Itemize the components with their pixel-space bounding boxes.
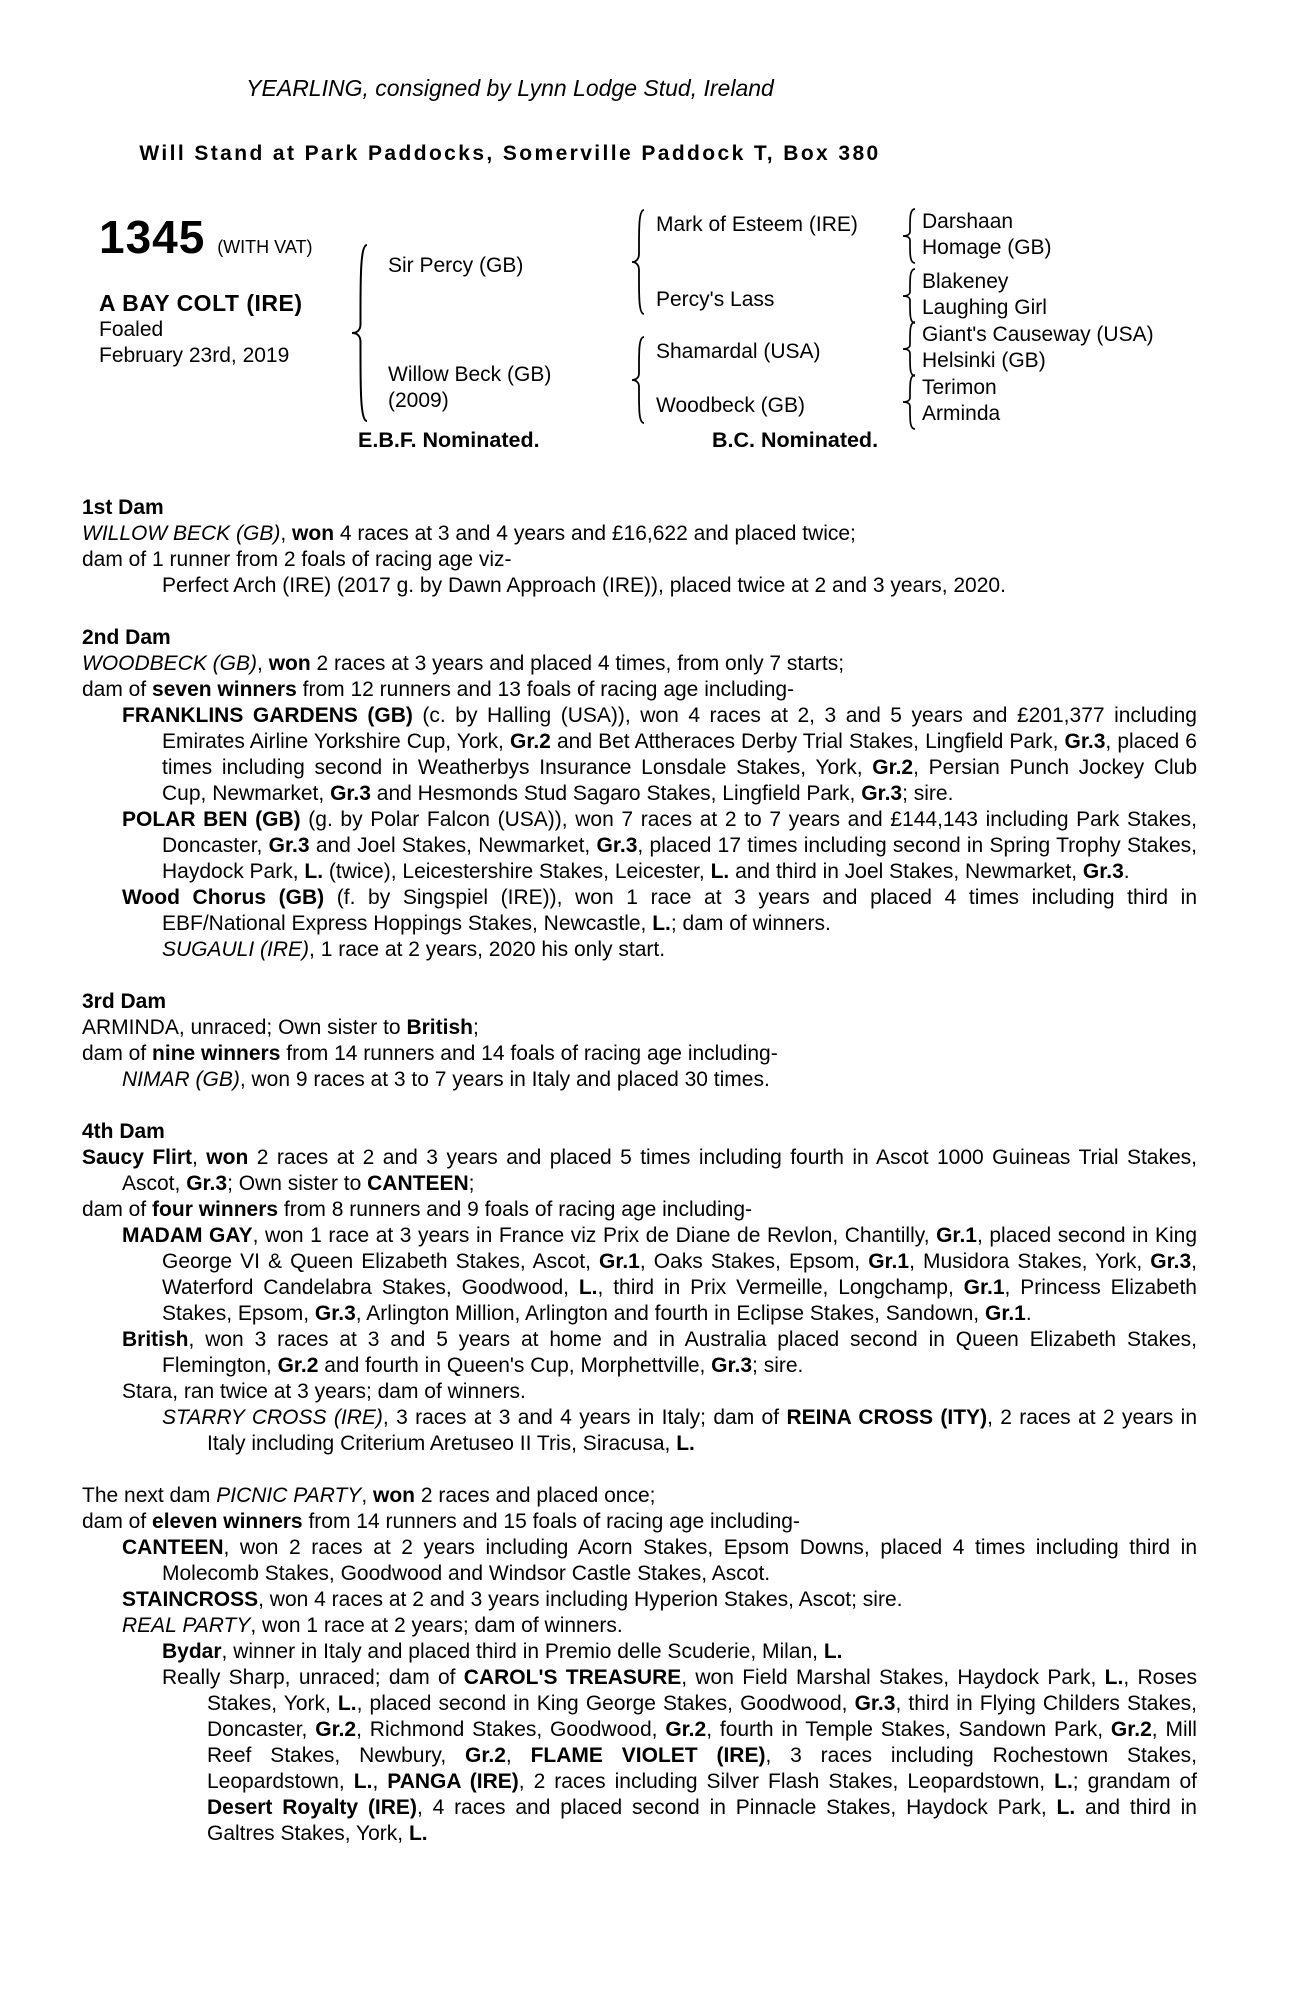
dam-section [82,495,1197,599]
text-segment: Gr.3 [861,782,903,805]
text-segment: , [192,1146,207,1169]
text-segment: (twice), Leicestershire Stakes, Leicester, [323,860,711,883]
pedigree-table [0,204,1314,462]
foaled-date: February 23rd, 2019 [99,344,290,367]
text-segment: Really Sharp, unraced; dam of [162,1666,464,1689]
text-segment: CANTEEN [367,1172,469,1195]
text-segment: Gr.2 [1110,1718,1152,1741]
sire-sire-sire: Darshaan [922,210,1014,233]
text-segment: L. [676,1432,695,1455]
text-segment: Gr.3 [1150,1250,1192,1273]
catalog-paragraph [82,1327,1197,1379]
text-segment: dam of [82,1042,153,1065]
text-segment: from 12 runners and 13 foals of racing age including- [296,678,795,701]
dam-sire-sire: Giant's Causeway (USA) [922,323,1154,346]
text-segment: , won 1 race at 3 years in France viz Prix de Diane de Revlon, Chantilly, [252,1224,937,1247]
dam-section [82,625,1197,963]
text-segment: CANTEEN [122,1536,224,1559]
sire-dam-sire: Blakeney [922,270,1009,293]
text-segment: Gr.3 [268,834,310,857]
page-header [80,74,940,167]
text-segment: from 14 runners and 14 foals of racing age including- [280,1042,778,1065]
text-segment: ; sire. [752,1354,804,1377]
catalog-paragraph [82,937,1197,963]
lot-description: A BAY COLT (IRE) [99,290,303,316]
text-segment: . [1025,1302,1032,1325]
text-segment: Gr.3 [1082,860,1124,883]
text-segment: L. [710,860,730,883]
text-segment: WOODBECK (GB) [82,652,258,675]
text-segment: , [280,522,293,545]
text-segment: ; sire. [902,782,954,805]
sire-sire-name: Mark of Esteem (IRE) [656,213,858,236]
dam-section [82,1119,1197,1457]
text-segment: Gr.3 [854,1692,896,1715]
text-segment: L. [304,860,324,883]
text-segment: , 4 races and placed second in Pinnacle Stakes, Haydock Park, [416,1796,1057,1819]
pedigree-brace-icon [901,374,917,430]
text-segment: , placed 6 times including second in Weatherbys Insurance Lonsdale Stakes, York, [162,730,1197,779]
text-segment: won [268,652,311,675]
text-segment: (g. by Polar Falcon (USA)), won 7 races at 2 to 7 years and £144,143 including Park Stakes, Doncaster, [162,808,1198,857]
text-segment: dam of 1 runner from 2 foals of racing age viz- [82,548,512,571]
text-segment: NIMAR (GB) [122,1068,240,1091]
text-segment: Gr.1 [963,1276,1005,1299]
text-segment: Stara, ran twice at 3 years; dam of winners. [122,1380,526,1403]
text-segment: four winners [152,1198,279,1221]
text-segment: Gr.1 [599,1250,640,1273]
text-segment: , won 4 races at 2 and 3 years including Hyperion Stakes, Ascot; sire. [258,1588,903,1611]
text-segment: . [1123,860,1130,883]
text-segment: British [122,1328,189,1351]
text-segment: and Hesmonds Stud Sagaro Stakes, Lingfield Park, [370,782,862,805]
catalog-sections [82,495,1197,1847]
text-segment: , Princess Elizabeth Stakes, Epsom, [162,1276,1197,1325]
stand-location-line: Will Stand at Park Paddocks, Somerville Paddock T, Box 380 [139,142,881,165]
text-segment: Desert Royalty (IRE) [207,1796,417,1819]
text-segment: ; [468,1172,475,1195]
text-segment: Gr.2 [277,1354,319,1377]
catalog-paragraph [82,885,1197,937]
text-segment: REINA CROSS (ITY) [786,1406,988,1429]
text-segment: Gr.1 [868,1250,910,1273]
lot-header [99,210,313,264]
text-segment: Gr.3 [1064,730,1106,753]
text-segment: , won 2 races at 2 years including Acorn Stakes, Epsom Downs, placed 4 times including third in Molecomb Stakes, Goodwood and Windsor Castle Stakes, Ascot. [162,1536,1197,1585]
pedigree-brace-icon [901,321,917,377]
text-segment: Gr.2 [465,1744,506,1767]
text-segment: Gr.1 [936,1224,977,1247]
text-segment: The next dam [82,1484,217,1507]
dam-dam-dam: Arminda [922,402,1001,425]
text-segment: from 14 runners and 15 foals of racing age including- [302,1510,800,1533]
catalog-paragraph [82,677,1197,703]
text-segment: MADAM GAY [122,1224,253,1247]
text-segment: Bydar [162,1640,222,1663]
catalog-paragraph [82,1535,1197,1587]
text-segment: 2 races at 3 years and placed 4 times, from only 7 starts; [310,652,845,675]
text-segment: , placed second in King George VI & Queen Elizabeth Stakes, Ascot, [162,1224,1197,1273]
ebf-nominated: E.B.F. Nominated. [358,428,540,452]
text-segment: dam of [82,1510,153,1533]
text-segment: won [373,1484,415,1507]
text-segment: CAROL'S TREASURE [463,1666,682,1689]
section-heading: 2nd Dam [82,626,171,649]
catalog-paragraph [82,1223,1197,1327]
text-segment: 4 races at 3 and 4 years and £16,622 and placed twice; [334,522,856,545]
text-segment: Gr.3 [186,1172,228,1195]
catalog-paragraph [82,1379,1197,1405]
catalog-paragraph [82,1613,1197,1639]
catalog-paragraph [82,1145,1197,1197]
catalog-paragraph [82,1067,1197,1093]
text-segment: , winner in Italy and placed third in Premio delle Scuderie, Milan, [221,1640,824,1663]
text-segment: Gr.3 [330,782,371,805]
dam-sire-dam: Helsinki (GB) [922,349,1046,372]
text-segment: L. [337,1692,357,1715]
text-segment: , Persian Punch Jockey Club Cup, Newmarket, [162,756,1198,805]
lot-number: 1345 [99,211,206,263]
foaled-block [99,317,289,369]
catalog-paragraph [82,1015,1197,1041]
foaled-label: Foaled [99,318,164,341]
text-segment: Wood Chorus (GB) [122,886,325,909]
text-segment: SUGAULI (IRE) [162,938,310,961]
dam-dam-name: Woodbeck (GB) [656,394,805,417]
vat-note: (WITH VAT) [217,237,313,257]
text-segment: (f. by Singspiel (IRE)), won 1 race at 3 years and placed 4 times including third in EBF/National Express Hoppings Stakes, Newcastle, [162,886,1197,935]
catalog-paragraph [82,807,1197,885]
text-segment: WILLOW BECK (GB) [82,522,281,545]
text-segment: , won 9 races at 3 to 7 years in Italy and placed 30 times. [239,1068,770,1091]
dam-section [82,1483,1197,1847]
dam-sire-name: Shamardal (USA) [656,340,821,363]
text-segment: , Arlington Million, Arlington and fourth in Eclipse Stakes, Sandown, [355,1302,985,1325]
pedigree-brace-icon [901,268,917,324]
text-segment: eleven winners [152,1510,303,1533]
text-segment: , won 3 races at 3 and 5 years at home and in Australia placed second in Queen Elizabeth Stakes, Flemington, [162,1328,1197,1377]
text-segment: , 2 races at 2 years in Italy including Criterium Aretuseo II Tris, Siracusa, [207,1406,1198,1455]
text-segment: ; dam of winners. [670,912,831,935]
pedigree-brace-icon [630,336,646,424]
text-segment: , fourth in Temple Stakes, Sandown Park, [706,1718,1111,1741]
sire-dam-name: Percy's Lass [656,288,775,311]
text-segment: , 3 races at 3 and 4 years in Italy; dam of [382,1406,787,1429]
text-segment: L. [652,912,671,935]
dam-name-block [388,362,551,414]
text-segment: , placed second in King George Stakes, Goodwood, [356,1692,855,1715]
text-segment: Gr.2 [510,730,551,753]
text-segment: Gr.2 [872,756,914,779]
text-segment: won [292,522,335,545]
text-segment: from 8 runners and 9 foals of racing age including- [278,1198,752,1221]
catalog-paragraph [82,1483,1197,1509]
text-segment: and Bet Attheraces Derby Trial Stakes, Lingfield Park, [550,730,1065,753]
text-segment: , Richmond Stakes, Goodwood, [356,1718,666,1741]
text-segment: , Waterford Candelabra Stakes, Goodwood, [162,1250,1197,1299]
text-segment: , Oaks Stakes, Epsom, [639,1250,869,1273]
text-segment: PICNIC PARTY [216,1484,362,1507]
catalog-paragraph [82,1509,1197,1535]
text-segment: , [257,652,269,675]
pedigree-brace-icon [901,208,917,264]
catalog-paragraph [82,1041,1197,1067]
text-segment: and Joel Stakes, Newmarket, [309,834,597,857]
text-segment: , Mill Reef Stakes, Newbury, [207,1718,1197,1767]
text-segment: L. [823,1640,843,1663]
catalog-paragraph [82,1405,1197,1457]
text-segment: dam of [82,678,153,701]
text-segment: STARRY CROSS (IRE) [162,1406,383,1429]
catalog-paragraph [82,521,1197,547]
text-segment: won [206,1146,249,1169]
catalog-paragraph [82,1197,1197,1223]
text-segment: L. [578,1276,598,1299]
text-segment: , placed 17 times including second in Spring Trophy Stakes, Haydock Park, [162,834,1197,883]
text-segment: , 1 race at 2 years, 2020 his only start. [309,938,666,961]
catalog-paragraph [82,1587,1197,1613]
text-segment: Gr.2 [315,1718,357,1741]
catalog-paragraph [82,547,1197,573]
text-segment: and third in Joel Stakes, Newmarket, [729,860,1083,883]
text-segment: PANGA (IRE) [387,1770,519,1793]
text-segment: ; [472,1016,479,1039]
text-segment: FRANKLINS GARDENS (GB) [122,704,413,727]
dam-dam-sire: Terimon [922,376,997,399]
text-segment: L. [1056,1796,1076,1819]
text-segment: British [406,1016,473,1039]
section-heading: 1st Dam [82,496,164,519]
dam-year: (2009) [388,389,449,412]
bc-nominated: B.C. Nominated. [712,428,879,452]
text-segment: dam of [82,1198,153,1221]
text-segment: (c. by Halling (USA)), won 4 races at 2, 3 and 5 years and £201,377 including Emirates Airline Yorkshire Cup, York, [162,704,1197,753]
text-segment: POLAR BEN (GB) [122,808,301,831]
text-segment: ; grandam of [1072,1770,1198,1793]
text-segment: L. [1104,1666,1124,1689]
sire-name: Sir Percy (GB) [388,254,524,277]
text-segment: and fourth in Queen's Cup, Morphettville, [318,1354,712,1377]
text-segment: , [361,1484,373,1507]
section-heading: 3rd Dam [82,990,167,1013]
sire-dam-dam: Laughing Girl [922,296,1047,319]
text-segment: 2 races and placed once; [415,1484,656,1507]
text-segment: L. [353,1770,373,1793]
catalog-paragraph [82,1639,1197,1665]
text-segment: STAINCROSS [122,1588,259,1611]
text-segment: , Roses Stakes, York, [207,1666,1197,1715]
text-segment: ARMINDA, unraced; Own sister to [82,1016,407,1039]
text-segment: Gr.3 [596,834,638,857]
text-segment: L. [1054,1770,1073,1793]
text-segment: Saucy Flirt [82,1146,192,1169]
dam-section [82,989,1197,1093]
sire-sire-dam: Homage (GB) [922,236,1052,259]
text-segment: , Musidora Stakes, York, [909,1250,1151,1273]
text-segment: , 2 races including Silver Flash Stakes, Leopardstown, [518,1770,1055,1793]
text-segment: , third in Flying Childers Stakes, Doncaster, [207,1692,1197,1741]
pedigree-brace-icon [350,244,370,422]
section-heading: 4th Dam [82,1120,165,1143]
consignor-line: YEARLING, consigned by Lynn Lodge Stud, Ireland [246,75,774,101]
text-segment: nine winners [152,1042,281,1065]
text-segment: , [372,1770,388,1793]
text-segment: ; Own sister to [227,1172,368,1195]
text-segment: 2 races at 2 and 3 years and placed 5 times including fourth in Ascot 1000 Guineas Trial Stakes, Ascot, [122,1146,1198,1195]
dam-name: Willow Beck (GB) [388,363,552,386]
text-segment: FLAME VIOLET (IRE) [530,1744,766,1767]
text-segment: , won Field Marshal Stakes, Haydock Park, [681,1666,1105,1689]
text-segment: , [505,1744,531,1767]
text-segment: Gr.3 [711,1354,753,1377]
text-segment: Perfect Arch (IRE) (2017 g. by Dawn Approach (IRE)), placed twice at 2 and 3 years, 2020. [162,574,1006,597]
catalog-paragraph [82,703,1197,807]
text-segment: , 3 races including Rochestown Stakes, Leopardstown, [207,1744,1198,1793]
text-segment: Gr.1 [984,1302,1026,1325]
text-segment: seven winners [152,678,297,701]
text-segment: Gr.3 [314,1302,356,1325]
text-segment: , won 1 race at 2 years; dam of winners. [250,1614,623,1637]
catalog-paragraph [82,1665,1197,1847]
text-segment: REAL PARTY [122,1614,251,1637]
text-segment: L. [408,1822,428,1845]
catalog-paragraph [82,651,1197,677]
text-segment: Gr.2 [665,1718,707,1741]
text-segment: and third in Galtres Stakes, York, [207,1796,1197,1845]
pedigree-brace-icon [630,209,646,315]
text-segment: , third in Prix Vermeille, Longchamp, [597,1276,964,1299]
catalog-paragraph [82,573,1197,599]
